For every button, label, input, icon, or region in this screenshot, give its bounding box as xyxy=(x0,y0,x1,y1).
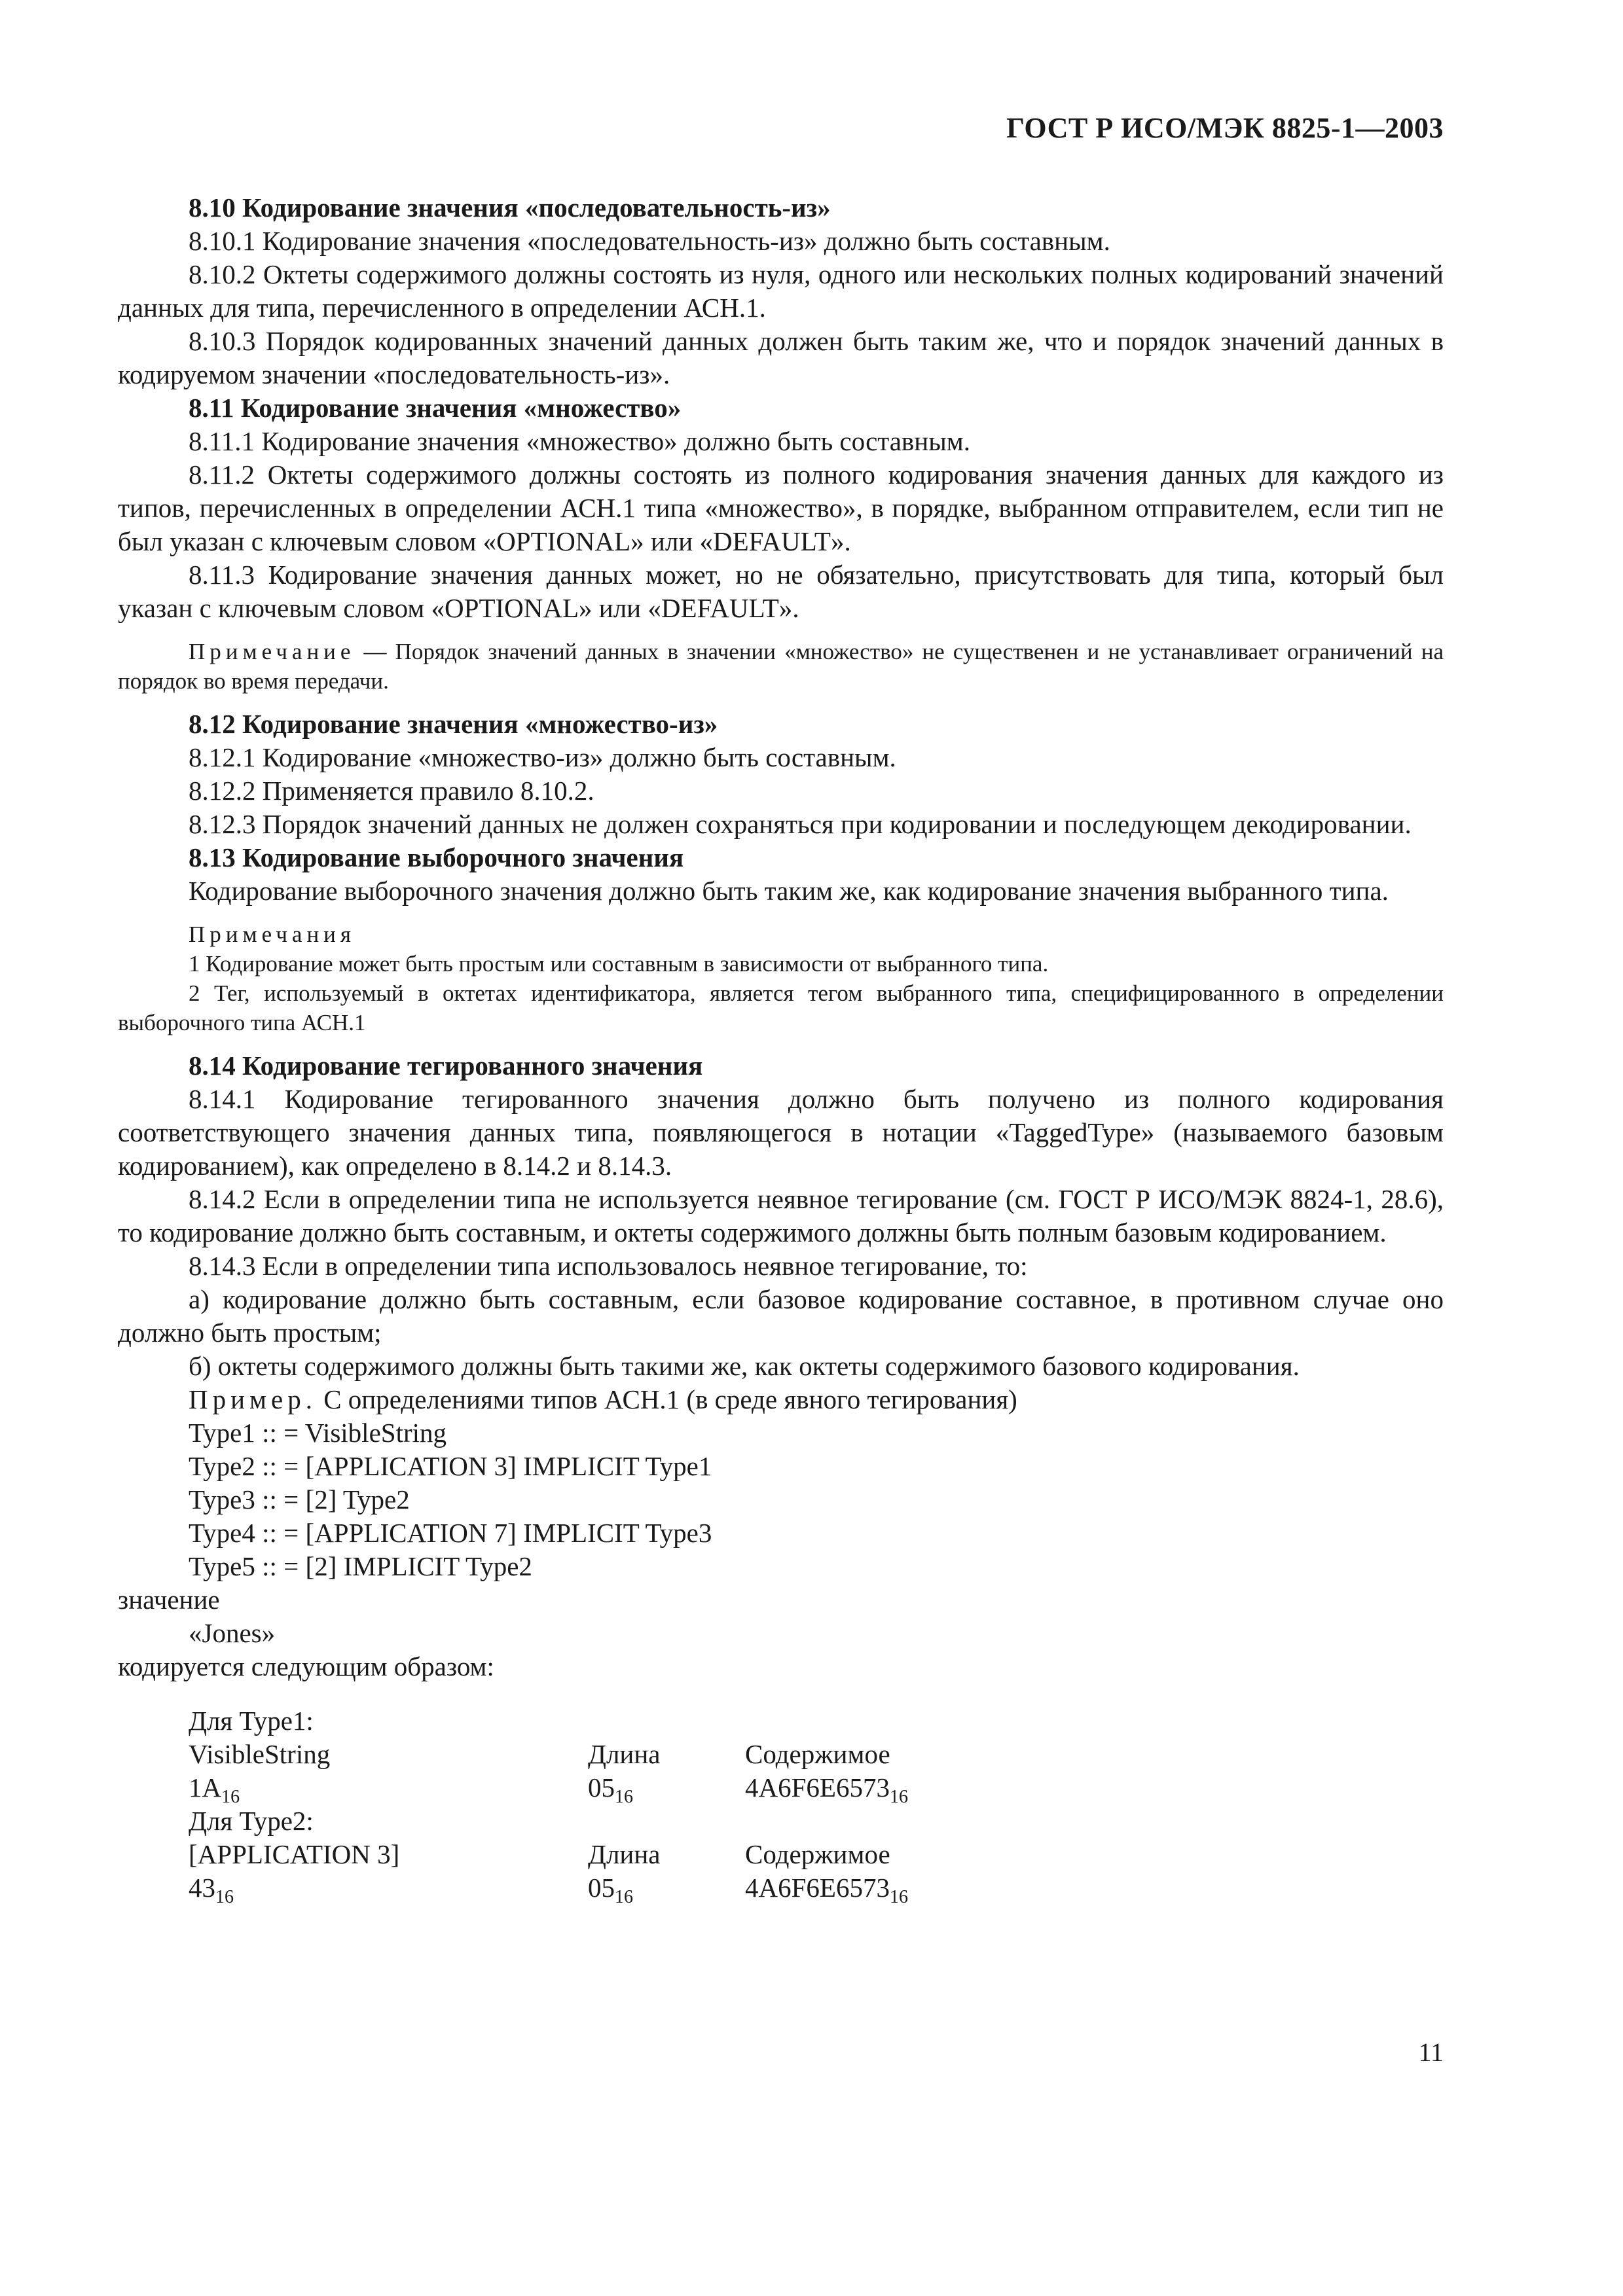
encoding-type2 xyxy=(189,1804,1444,1905)
paragraph-8-10-3: 8.10.3 Порядок кодированных значений данных должен быть таким же, что и порядок значений данных в кодируемом значении «последовательность-из». xyxy=(118,326,1444,389)
length-label: Длина xyxy=(588,1739,661,1769)
paragraph-8-14-3-b: б) октеты содержимого должны быть такими же, как октеты содержимого базового кодирования. xyxy=(189,1351,1300,1381)
paragraph-8-12-3: 8.12.3 Порядок значений данных не должен сохраняться при кодировании и последующем декодировании. xyxy=(189,809,1412,839)
code-line: Type4 :: = [APPLICATION 7] IMPLICIT Type3 xyxy=(189,1518,712,1548)
length-label: Длина xyxy=(588,1839,661,1869)
paragraph-8-14-2: 8.14.2 Если в определении типа не используется неявное тегирование (см. ГОСТ Р ИСО/МЭК 8824-1, 28.6), то кодирование должно быть составным, и октеты содержимого должны быть полным базовым кодированием. xyxy=(118,1184,1444,1247)
document-body xyxy=(118,191,1444,1905)
note-2: 2 Тег, используемый в октетах идентификатора, является тегом выбранного типа, специфицированного в определении выборочного типа АСН.1 xyxy=(118,980,1444,1035)
paragraph-8-12-2: 8.12.2 Применяется правило 8.10.2. xyxy=(189,776,594,806)
section-title-8-13: 8.13 Кодирование выборочного значения xyxy=(189,842,684,872)
note-label: Примечание xyxy=(189,639,356,664)
length-value: $05_{16}$ xyxy=(588,1873,633,1907)
paragraph-8-10-1: 8.10.1 Кодирование значения «последовательность-из» должно быть составным. xyxy=(189,226,1110,256)
notes-label: Примечания xyxy=(189,922,356,947)
encoding-title: Для Type1: xyxy=(189,1706,314,1736)
length-value: $05_{16}$ xyxy=(588,1772,633,1807)
example-label: Пример. xyxy=(189,1384,317,1414)
section-title-8-10: 8.10 Кодирование значения «последовательность-из» xyxy=(189,192,831,223)
tag-value: $43_{16}$ xyxy=(189,1873,234,1907)
paragraph-8-13: Кодирование выборочного значения должно быть таким же, как кодирование значения выбранного типа. xyxy=(189,876,1389,906)
encoding-type1 xyxy=(189,1704,1444,1807)
contents-value: $4A6F6E6573_{16}$ xyxy=(745,1873,908,1907)
note-1: 1 Кодирование может быть простым или составным в зависимости от выбранного типа. xyxy=(189,951,1049,977)
paragraph-8-14-1: 8.14.1 Кодирование тегированного значения должно быть получено из полного кодирования соответствующего значения данных типа, появляющегося в нотации «TaggedType» (называемого базовым кодированием), как определено в 8.14.2 и 8.14.3. xyxy=(118,1084,1444,1181)
section-title-8-12: 8.12 Кодирование значения «множество-из» xyxy=(189,709,718,739)
tag-value: $1A_{16}$ xyxy=(189,1772,240,1807)
paragraph-8-14-3-a: а) кодирование должно быть составным, если базовое кодирование составное, в противном случае оно должно быть простым; xyxy=(118,1284,1444,1348)
value-text: «Jones» xyxy=(189,1618,276,1648)
section-title-8-14: 8.14 Кодирование тегированного значения xyxy=(189,1050,703,1081)
code-line: Type5 :: = [2] IMPLICIT Type2 xyxy=(189,1551,532,1581)
page-number: 11 xyxy=(1418,2037,1444,2067)
example-intro xyxy=(118,1383,1444,1416)
note-text: — Порядок значений данных в значении «множество» не существенен и не устанавливает ограничений на порядок во время передачи. xyxy=(118,639,1444,694)
encoding-title: Для Type2: xyxy=(189,1806,314,1836)
paragraph-8-11-1: 8.11.1 Кодирование значения «множество» должно быть составным. xyxy=(189,426,970,456)
encoding-examples xyxy=(118,1704,1444,1905)
contents-value: $4A6F6E6573_{16}$ xyxy=(745,1772,908,1807)
encoded-as-text: кодируется следующим образом: xyxy=(118,1651,494,1681)
tag-label: [APPLICATION 3] xyxy=(189,1839,400,1869)
example-text: С определениями типов АСН.1 (в среде явного тегирования) xyxy=(316,1384,1017,1414)
notes-8-13 xyxy=(118,920,1444,1037)
contents-label: Содержимое xyxy=(745,1839,890,1869)
contents-label: Содержимое xyxy=(745,1739,890,1769)
code-line: Type3 :: = [2] Type2 xyxy=(189,1484,410,1515)
note-8-11 xyxy=(118,637,1444,696)
paragraph-8-11-2: 8.11.2 Октеты содержимого должны состоять из полного кодирования значения данных для каждого из типов, перечисленных в определении АСН.1 типа «множество», в порядке, выбранном отправителем, если тип не был указан с ключевым словом «OPTIONAL» или «DEFAULT». xyxy=(118,459,1444,556)
paragraph-8-10-2: 8.10.2 Октеты содержимого должны состоять из нуля, одного или нескольких полных кодирований значений данных для типа, перечисленного в определении АСН.1. xyxy=(118,259,1444,323)
value-label: значение xyxy=(118,1585,220,1615)
section-title-8-11: 8.11 Кодирование значения «множество» xyxy=(189,393,682,423)
document-header: ГОСТ Р ИСО/МЭК 8825-1—2003 xyxy=(1006,112,1444,144)
tag-label: VisibleString xyxy=(189,1739,331,1769)
paragraph-8-14-3: 8.14.3 Если в определении типа использовалось неявное тегирование, то: xyxy=(189,1251,1028,1281)
paragraph-8-11-3: 8.11.3 Кодирование значения данных может, но не обязательно, присутствовать для типа, который был указан с ключевым словом «OPTIONAL» или «DEFAULT». xyxy=(118,560,1444,623)
code-line: Type1 :: = VisibleString xyxy=(189,1418,447,1448)
paragraph-8-12-1: 8.12.1 Кодирование «множество-из» должно быть составным. xyxy=(189,742,896,772)
asn1-definitions xyxy=(118,1416,1444,1583)
code-line: Type2 :: = [APPLICATION 3] IMPLICIT Type1 xyxy=(189,1451,712,1481)
note-paragraph xyxy=(118,637,1444,696)
